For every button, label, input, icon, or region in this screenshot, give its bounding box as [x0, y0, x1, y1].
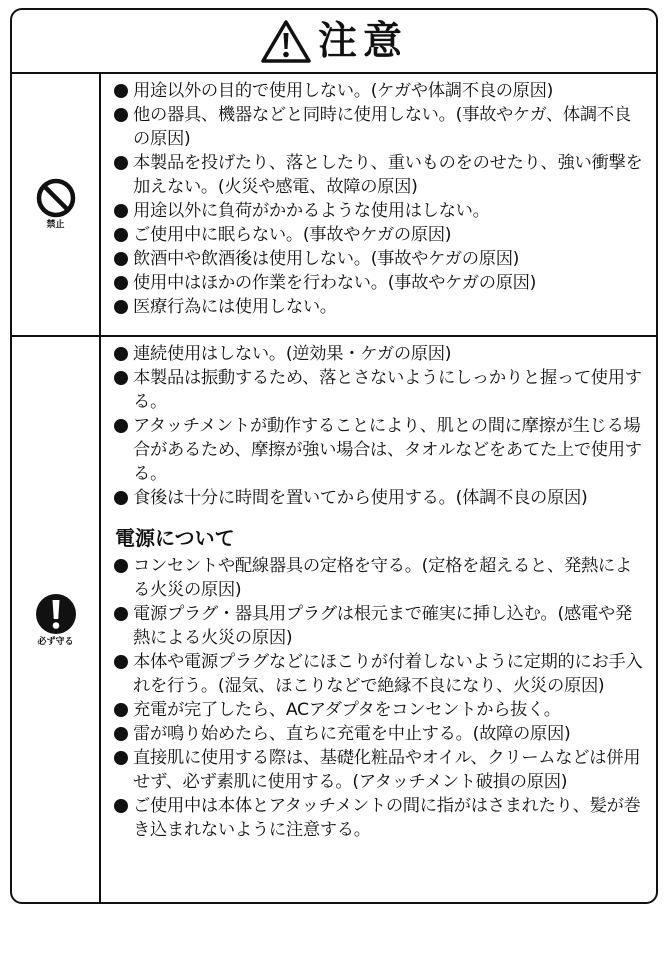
list-item: 使用中はほかの作業を行わない。(事故やケガの原因) [113, 271, 646, 295]
list-item: ご使用中に眠らない。(事故やケガの原因) [113, 223, 646, 247]
exclamation-circle-icon [34, 592, 78, 636]
caution-card [10, 8, 658, 904]
list-item: コンセントや配線器具の定格を守る。(定格を超えると、発熱による火災の原因) [113, 554, 646, 602]
mandatory-list [113, 342, 646, 510]
prohibited-section [12, 72, 656, 337]
list-item: 本体や電源プラグなどにほこりが付着しないように定期的にお手入れを行う。(湿気、ほこりなどで絶縁不良になり、火災の原因) [113, 650, 646, 698]
list-item: 本製品は振動するため、落とさないようにしっかりと握って使用する。 [113, 366, 646, 414]
list-item: 本製品を投げたり、落としたり、重いものをのせたり、強い衝撃を加えない。(火災や感電、故障の原因) [113, 151, 646, 199]
power-heading: 電源について [115, 526, 235, 550]
list-item: 雷が鳴り始めたら、直ちに充電を中止する。(故障の原因) [113, 722, 646, 746]
prohibited-caption: 禁止 [46, 220, 65, 230]
prohibited-content [101, 72, 656, 335]
warning-triangle-icon [260, 18, 312, 64]
caution-title: 注意 [317, 18, 408, 64]
caution-header [12, 10, 656, 74]
list-item: 用途以外の目的で使用しない。(ケガや体調不良の原因) [113, 79, 646, 103]
mandatory-caption: 必ず守る [37, 637, 74, 647]
power-list [113, 554, 646, 842]
list-item: 連続使用はしない。(逆効果・ケガの原因) [113, 342, 646, 366]
list-item: 医療行為には使用しない。 [113, 295, 646, 319]
prohibited-list [113, 79, 646, 319]
prohibited-icon-column [12, 72, 101, 335]
mandatory-icon-column [12, 337, 101, 902]
mandatory-section [12, 337, 656, 902]
list-item: 直接肌に使用する際は、基礎化粧品やオイル、クリームなどは併用せず、必ず素肌に使用する。(アタッチメント破損の原因) [113, 746, 646, 794]
list-item: 充電が完了したら、ACアダプタをコンセントから抜く。 [113, 698, 646, 722]
list-item: 食後は十分に時間を置いてから使用する。(体調不良の原因) [113, 486, 646, 510]
list-item: 飲酒中や飲酒後は使用しない。(事故やケガの原因) [113, 247, 646, 271]
list-item: 電源プラグ・器具用プラグは根元まで確実に挿し込む。(感電や発熱による火災の原因) [113, 602, 646, 650]
prohibited-icon [35, 177, 77, 219]
list-item: アタッチメントが動作することにより、肌との間に摩擦が生じる場合があるため、摩擦が強い場合は、タオルなどをあてた上で使用する。 [113, 414, 646, 486]
list-item: ご使用中は本体とアタッチメントの間に指がはさまれたり、髪が巻き込まれないように注意する。 [113, 794, 646, 842]
list-item: 他の器具、機器などと同時に使用しない。(事故やケガ、体調不良の原因) [113, 103, 646, 151]
mandatory-content [101, 337, 656, 902]
list-item: 用途以外に負荷がかかるような使用はしない。 [113, 199, 646, 223]
